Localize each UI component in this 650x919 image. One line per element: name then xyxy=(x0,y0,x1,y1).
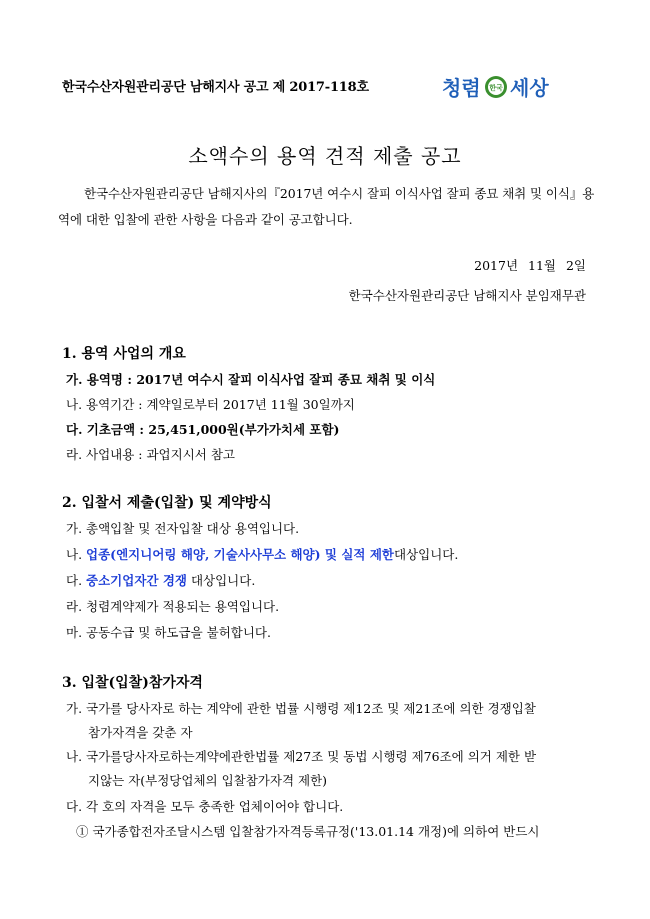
list-item xyxy=(66,697,596,745)
list-item: 다. 기초금액 : 25,451,000원(부가가치세 포함) xyxy=(66,422,340,437)
cheongryeon-logo xyxy=(440,70,560,104)
list-item: ① 국가종합전자조달시스템 입찰참가자격등록규정('13.01.14 개정)에 의하여 반드시 xyxy=(76,824,540,839)
list-item: 가. 총액입찰 및 전자입찰 대상 용역입니다. xyxy=(66,521,300,536)
list-item xyxy=(66,545,458,563)
logo-graphic xyxy=(440,70,560,104)
list-item xyxy=(66,571,255,589)
list-item: 다. 각 호의 자격을 모두 충족한 업체이어야 합니다. xyxy=(66,799,344,814)
logo-text-left: 청렴 xyxy=(442,76,481,100)
logo-text-mid: 한국 xyxy=(489,84,503,92)
list-item: 나. 용역기간 : 계약일로부터 2017년 11월 30일까지 xyxy=(66,397,355,412)
item-line: 가. 국가를 당사자로 하는 계약에 관한 법률 시행령 제12조 및 제21조에 의한 경쟁입찰 xyxy=(66,701,536,716)
highlight-text: 중소기업자간 경쟁 xyxy=(86,573,187,588)
item-suffix: 대상입니다. xyxy=(393,547,459,562)
section-heading: 1. 용역 사업의 개요 xyxy=(62,346,186,362)
section-heading: 2. 입찰서 제출(입찰) 및 계약방식 xyxy=(62,495,272,511)
list-item: 가. 용역명 : 2017년 여수시 잘피 이식사업 잘피 종묘 채취 및 이식 xyxy=(66,372,436,387)
page-title: 소액수의 용역 견적 제출 공고 xyxy=(188,144,462,168)
item-line-continued: 참가자격을 갖춘 자 xyxy=(88,725,193,740)
section-heading: 3. 입찰(입찰)참가자격 xyxy=(62,675,203,691)
issuing-organization: 한국수산자원관리공단 남해지사 분임재무관 xyxy=(348,288,586,303)
logo-text-right: 세상 xyxy=(510,76,549,100)
item-prefix: 다. xyxy=(66,573,87,588)
notice-number: 한국수산자원관리공단 남해지사 공고 제 2017-118호 xyxy=(62,80,369,95)
list-item: 라. 사업내용 : 과업지시서 참고 xyxy=(66,447,235,462)
list-item xyxy=(66,745,596,793)
item-line-continued: 지않는 자(부정당업체의 입찰참가자격 제한) xyxy=(88,773,328,788)
list-item: 마. 공동수급 및 하도급을 불허합니다. xyxy=(66,625,271,640)
list-item: 라. 청렴계약제가 적용되는 용역입니다. xyxy=(66,599,280,614)
item-suffix: 대상입니다. xyxy=(186,573,256,588)
item-line: 나. 국가를당사자로하는계약에관한법률 제27조 및 동법 시행령 제76조에 의거 제한 받 xyxy=(66,749,537,764)
highlight-text: 업종(엔지니어링 해양, 기술사사무소 해양) 및 실적 제한 xyxy=(86,547,394,562)
notice-date: 2017년 11월 2일 xyxy=(474,258,586,273)
item-prefix: 나. xyxy=(66,547,87,562)
intro-paragraph: 한국수산자원관리공단 남해지사의『2017년 여수시 잘피 이식사업 잘피 종묘 채취 및 이식』용역에 대한 입찰에 관한 사항을 다음과 같이 공고합니다. xyxy=(58,186,595,227)
